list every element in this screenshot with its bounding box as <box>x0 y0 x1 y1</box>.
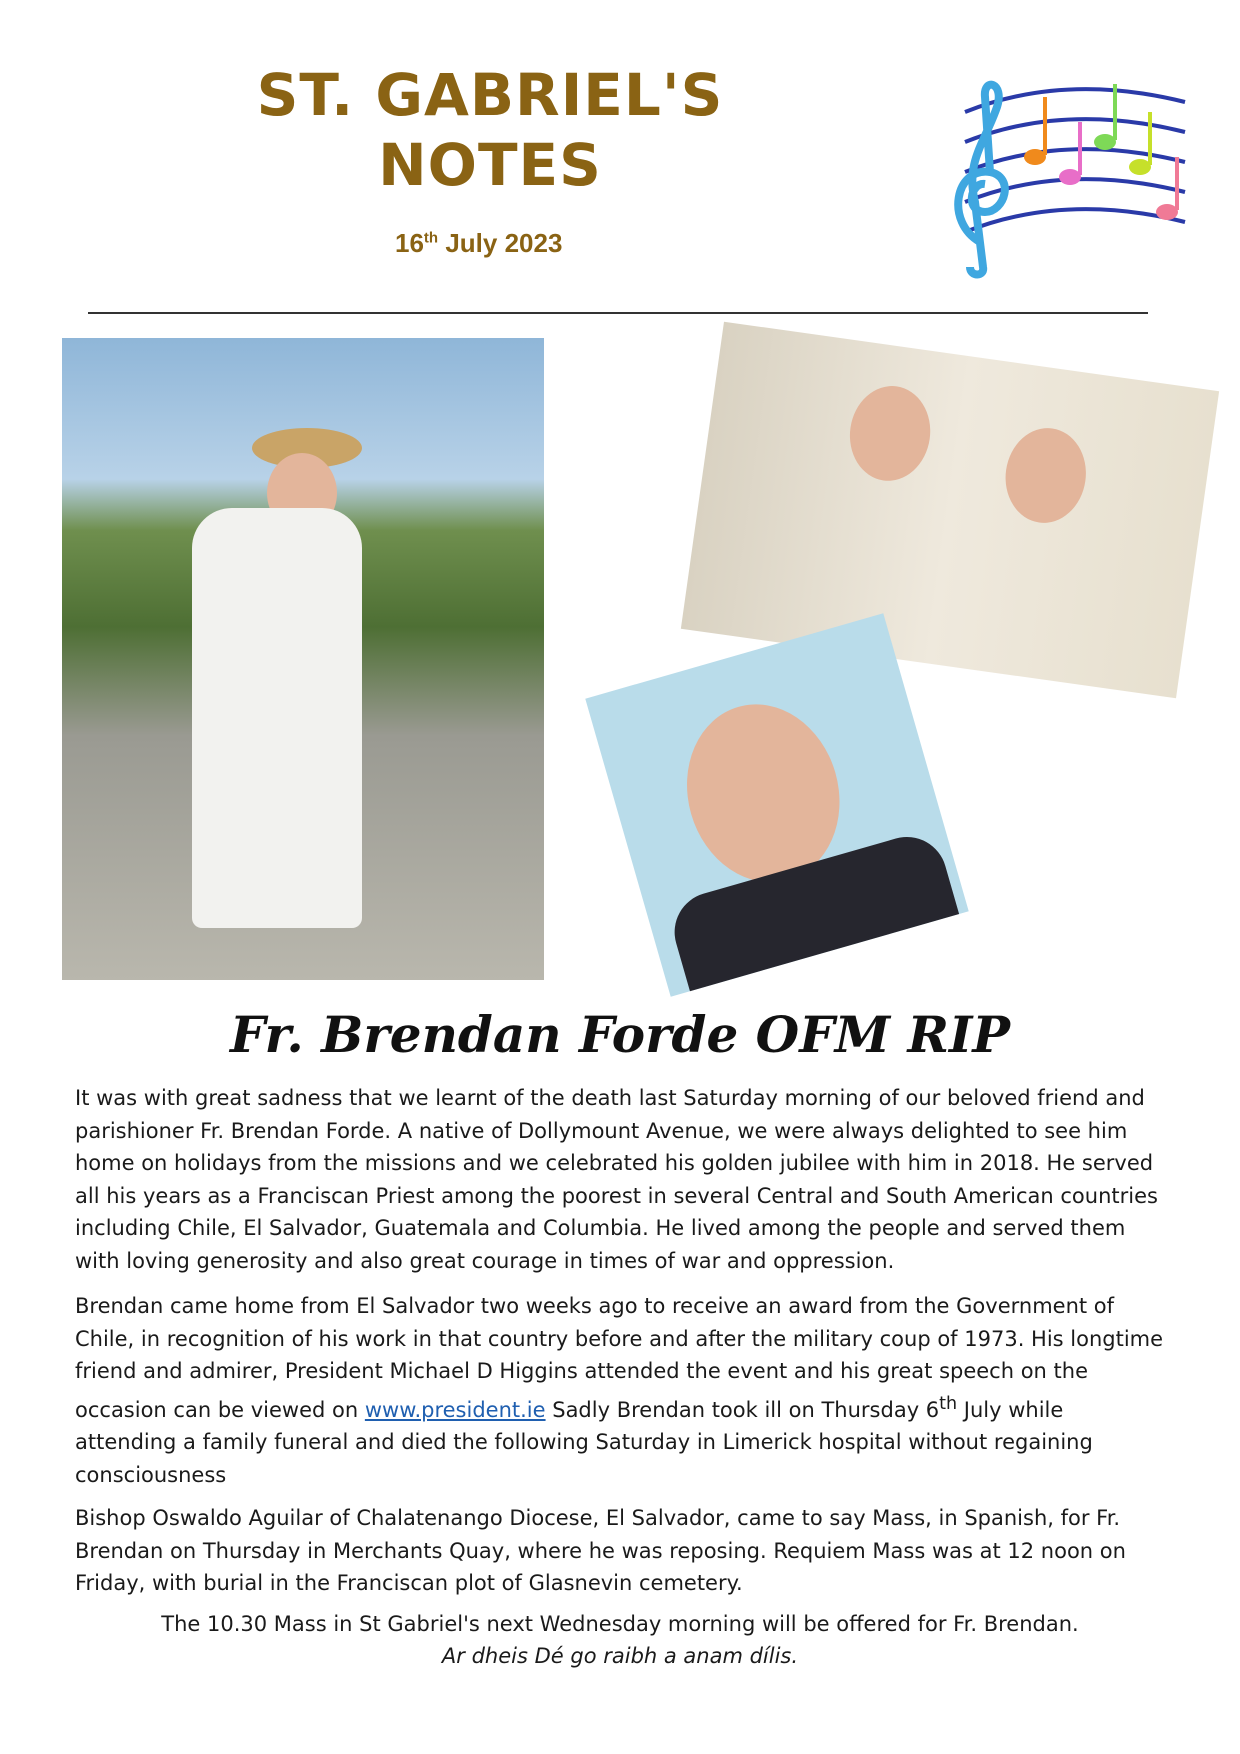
para2-sup: th <box>939 1393 958 1414</box>
issue-date <box>395 228 562 259</box>
closing-irish-blessing: Ar dheis Dé go raibh a anam dílis. <box>441 1644 799 1668</box>
music-notes-staff-icon <box>935 72 1197 282</box>
newsletter-title <box>230 60 750 200</box>
white-robe <box>192 508 362 928</box>
president-website-link[interactable]: www.president.ie <box>364 1397 546 1422</box>
para2-text-b: Sadly Brendan took ill on Thursday 6 <box>545 1397 940 1422</box>
article-paragraph-2 <box>75 1290 1170 1491</box>
closing-block <box>0 1608 1240 1672</box>
priest-face-2 <box>1000 423 1092 528</box>
article-paragraph-3: Bishop Oswaldo Aguilar of Chalatenango Diocese, El Salvador, came to say Mass, in Spanish, for Fr. Brendan on Thursday in Merchants Quay, where he was reposing. Requiem Mass was at 12 noon on Friday, with burial in the Franciscan plot of Glasnevin cemetery. <box>75 1506 1126 1595</box>
pope-face <box>844 381 936 486</box>
header-divider <box>88 312 1148 314</box>
date-suffix: th <box>423 229 439 247</box>
photo-pope-meeting <box>681 322 1219 699</box>
photo-portrait <box>585 613 968 996</box>
date-rest: July 2023 <box>445 228 563 258</box>
title-line-1: ST. GABRIEL'S <box>256 61 724 129</box>
article-heading: Fr. Brendan Forde OFM RIP <box>229 1005 1011 1064</box>
title-line-2: NOTES <box>378 131 602 199</box>
photo-procession <box>62 338 544 980</box>
para2-text-a: Brendan came home from El Salvador two weeks ago to receive an award from the Government of Chile, in recognition of his work in that country before and after the military coup of 1973. His longtime friend and admirer, President Michael D Higgins attended the event and his great speech on the occasion can be viewed on <box>75 1294 1164 1422</box>
article-paragraph-1: It was with great sadness that we learnt of the death last Saturday morning of our beloved friend and parishioner Fr. Brendan Forde. A native of Dollymount Avenue, we were always delighted to see him home on holidays from the missions and we celebrated his golden jubilee with him in 2018. He served all his years as a Franciscan Priest among the poorest in several Central and South American countries including Chile, El Salvador, Guatemala and Columbia. He lived among the people and served them with loving generosity and also great courage in times of war and oppression. <box>75 1086 1158 1273</box>
para2-text-c: July while attending a family funeral and died the following Saturday in Limerick hospital without regaining consciousness <box>75 1397 1093 1487</box>
closing-line: The 10.30 Mass in St Gabriel's next Wednesday morning will be offered for Fr. Brendan. <box>161 1612 1079 1636</box>
date-day: 16 <box>395 228 424 258</box>
